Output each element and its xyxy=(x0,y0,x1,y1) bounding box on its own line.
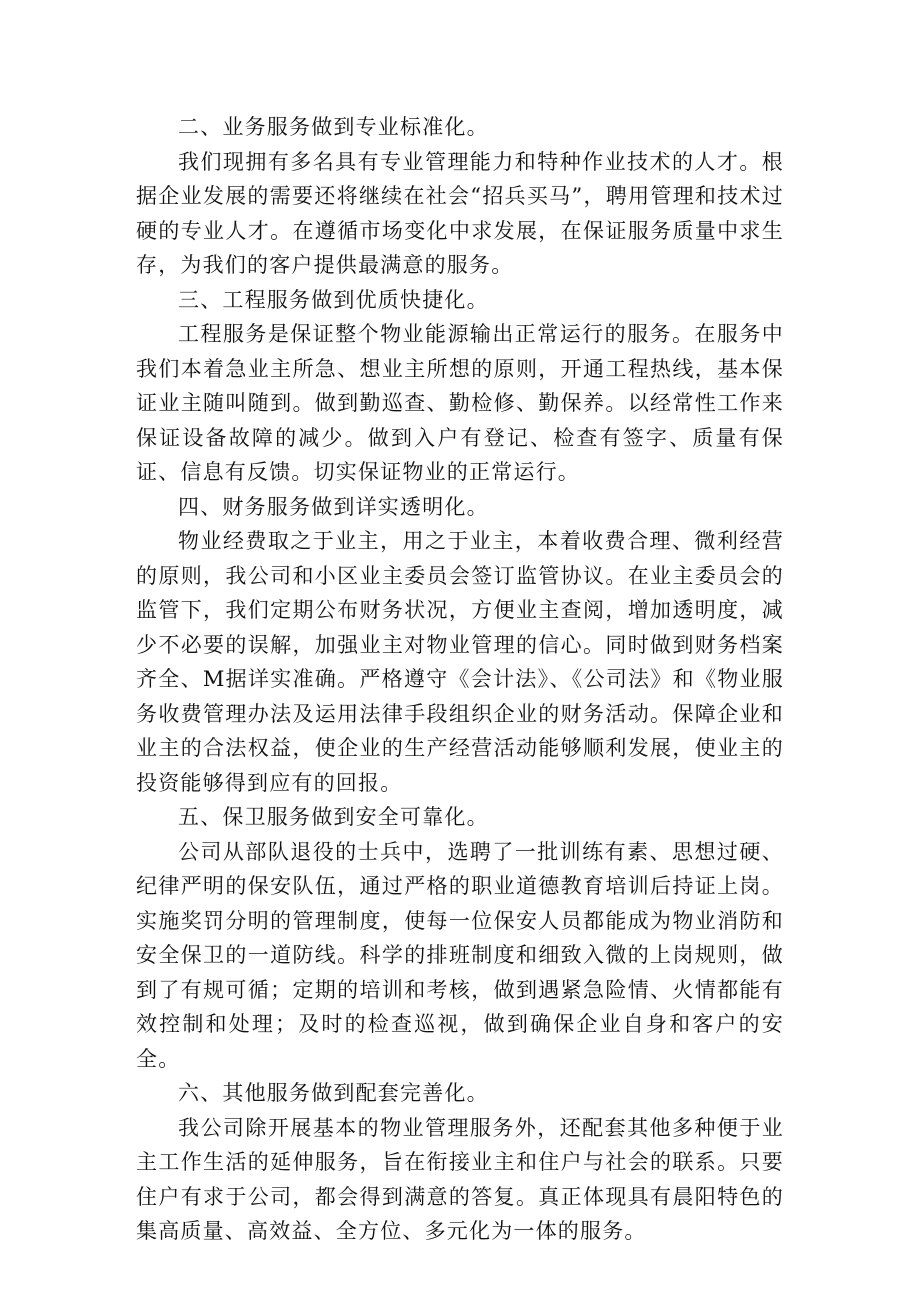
section-heading-2: 二、业务服务做到专业标准化。 xyxy=(178,115,489,139)
section-paragraph-5: 公司从部队退役的士兵中，选聘了一批训练有素、思想过硬、纪律严明的保安队伍，通过严格的职业道德教育培训后持证上岗。实施奖罚分明的管理制度，使每一位保安人员都能成为物业消防和安全保卫的一道防线。科学的排班制度和细致入微的上岗规则，做到了有规可循；定期的培训和考核，做到遇紧急险情、火情都能有效控制和处理；及时的检查巡视，做到确保企业自身和客户的安全。 xyxy=(136,839,784,1071)
section-heading-3: 三、工程服务做到优质快捷化。 xyxy=(178,287,489,312)
section-paragraph-2: 我们现拥有多名具有专业管理能力和特种作业技术的人才。根据企业发展的需要还将继续在社会“招兵买马”，聘用管理和技术过硬的专业人才。在遵循市场变化中求发展，在保证服务质量中求生存，为我们的客户提供最满意的服务。 xyxy=(136,149,784,277)
section-paragraph-4: 物业经费取之于业主，用之于业主，本着收费合理、微利经营的原则，我公司和小区业主委员会签订监管协议。在业主委员会的监管下，我们定期公布财务状况，方便业主查阅，增加透明度，减少不必要的误解，加强业主对物业管理的信心。同时做到财务档案齐全、M据详实准确。严格遵守《会计法》、《公司法》和《物业服务收费管理办法及运用法律手段组织企业的财务活动。保障企业和业主的合法权益，使企业的生产经营活动能够顺利发展，使业主的投资能够得到应有的回报。 xyxy=(136,529,784,795)
section-heading-6: 六、其他服务做到配套完善化。 xyxy=(178,1081,489,1105)
section-paragraph-3: 工程服务是保证整个物业能源输出正常运行的服务。在服务中我们本着急业主所急、想业主所想的原则，开通工程热线，基本保证业主随叫随到。做到勤巡查、勤检修、勤保养。以经常性工作来保证设备故障的减少。做到入户有登记、检查有签字、质量有保证、信息有反馈。切实保证物业的正常运行。 xyxy=(136,322,784,484)
section-heading-4: 四、财务服务做到详实透明化。 xyxy=(178,494,489,519)
section-paragraph-6: 我公司除开展基本的物业管理服务外，还配套其他多种便于业主工作生活的延伸服务，旨在衔接业主和住户与社会的联系。只要住户有求于公司，都会得到满意的答复。真正体现具有晨阳特色的集高质量、高效益、全方位、多元化为一体的服务。 xyxy=(136,1115,784,1243)
document-body xyxy=(136,110,784,1249)
section-heading-5: 五、保卫服务做到安全可靠化。 xyxy=(178,805,489,829)
